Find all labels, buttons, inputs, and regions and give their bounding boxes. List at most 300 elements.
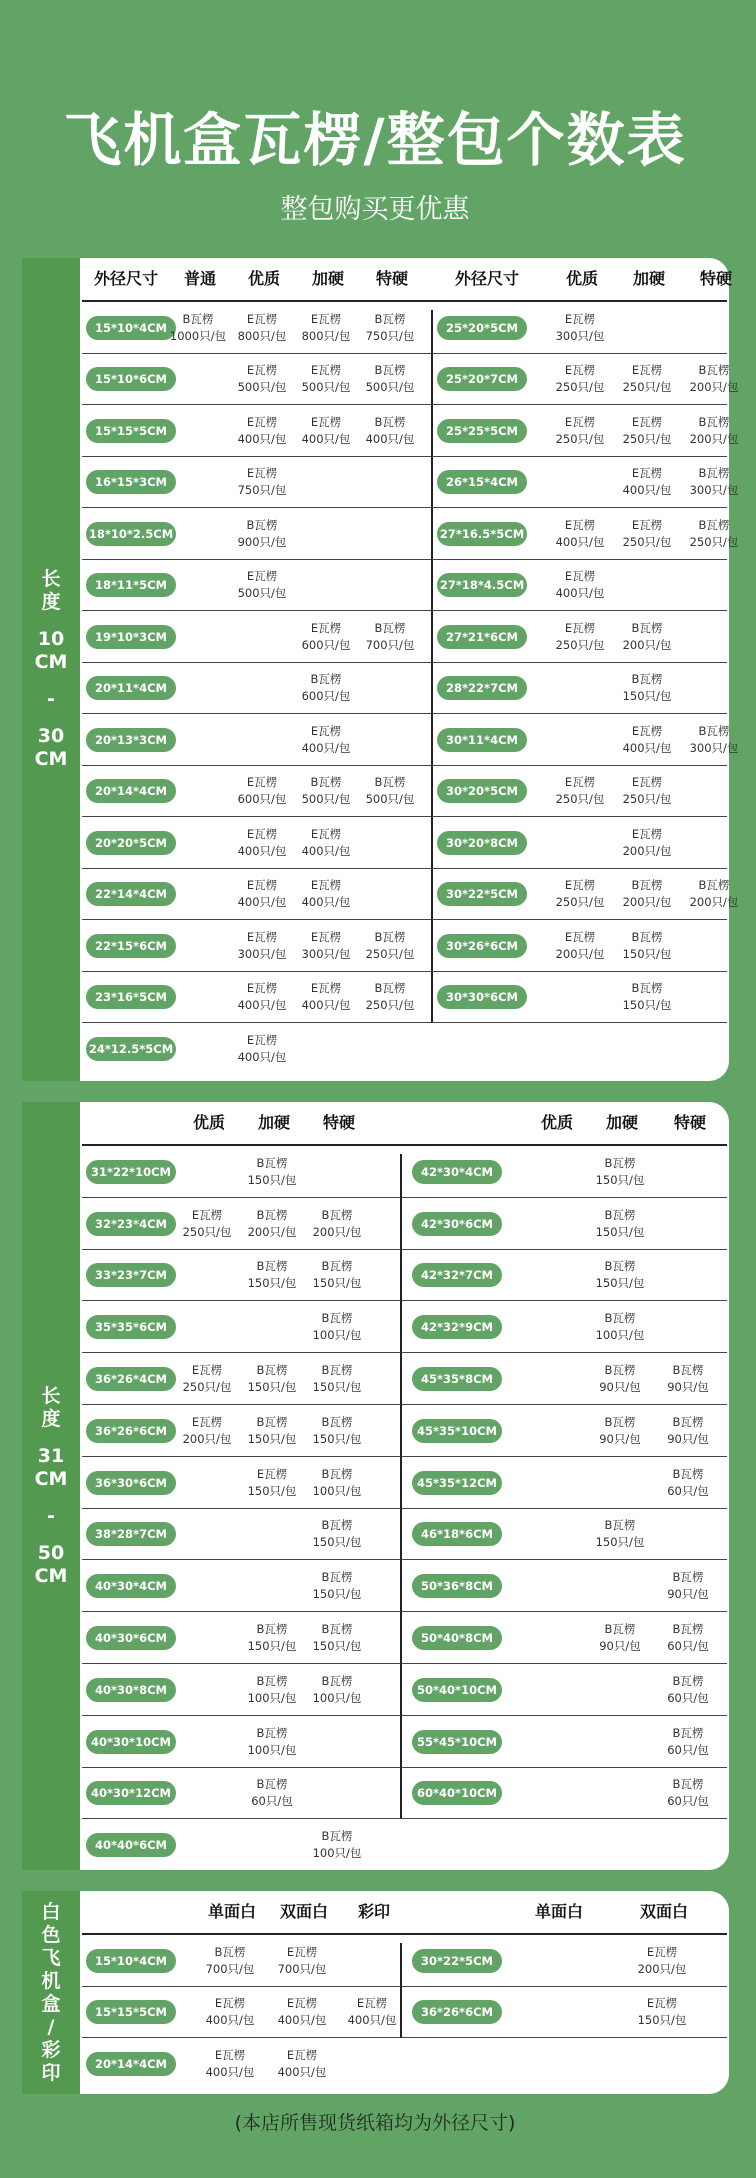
size-badge: 50*40*10CM	[412, 1678, 502, 1702]
flute-type: E瓦楞	[286, 1996, 318, 2011]
quantity-cell	[231, 568, 293, 602]
pack-count: 400只/包	[237, 895, 287, 910]
sidebar-text: 长	[41, 568, 61, 590]
flute-type: E瓦楞	[631, 775, 663, 790]
pack-count: 400只/包	[277, 2064, 327, 2079]
table-row	[82, 869, 431, 921]
quantity-cell	[295, 414, 357, 448]
section-31-50cm	[22, 1102, 729, 1870]
flute-type: B瓦楞	[321, 1518, 353, 1533]
pack-count: 100只/包	[247, 1742, 297, 1757]
flute-type: B瓦楞	[256, 1363, 288, 1378]
quantity-cell	[306, 1362, 368, 1396]
quantity-cell	[231, 362, 293, 396]
size-badge: 15*10*4CM	[86, 1949, 176, 1973]
pack-count: 400只/包	[365, 431, 415, 446]
quantity-cell	[231, 311, 293, 345]
size-badge: 36*30*6CM	[86, 1471, 176, 1495]
pack-count: 250只/包	[555, 637, 605, 652]
size-badge: 35*35*6CM	[86, 1315, 176, 1339]
flute-type: E瓦楞	[310, 363, 342, 378]
column-header: 特硬	[375, 269, 408, 288]
quantity-cell	[306, 1310, 368, 1344]
size-badge: 30*22*5CM	[412, 1949, 502, 1973]
quantity-cell	[616, 362, 678, 396]
quantity-cell	[295, 774, 357, 808]
pack-count: 250只/包	[622, 534, 672, 549]
quantity-cell	[683, 414, 745, 448]
column-header: 优质	[565, 269, 598, 288]
table-row	[432, 354, 739, 406]
pack-count: 250只/包	[365, 998, 415, 1013]
quantity-cell	[295, 723, 357, 757]
flute-type: B瓦楞	[672, 1414, 704, 1429]
quantity-cell	[549, 517, 611, 551]
table-row	[82, 1612, 400, 1664]
table-row	[401, 1987, 727, 2039]
pack-count: 150只/包	[312, 1276, 362, 1291]
flute-type: B瓦楞	[310, 672, 342, 687]
pack-count: 600只/包	[237, 792, 287, 807]
quantity-cell	[231, 517, 293, 551]
sidebar-text: 50	[37, 1541, 65, 1564]
quantity-cell	[657, 1466, 719, 1500]
pack-count: 200只/包	[622, 895, 672, 910]
flute-type: E瓦楞	[564, 363, 596, 378]
flute-type: B瓦楞	[310, 775, 342, 790]
quantity-cell	[359, 980, 421, 1014]
pack-count: 60只/包	[251, 1794, 293, 1809]
flute-type: E瓦楞	[246, 1032, 278, 1047]
pack-count: 150只/包	[312, 1380, 362, 1395]
quantity-cell	[631, 1995, 693, 2029]
section-white-color-print	[22, 1891, 729, 2094]
quantity-cell	[359, 929, 421, 963]
size-badge: 60*40*10CM	[412, 1781, 502, 1805]
flute-type: E瓦楞	[564, 878, 596, 893]
quantity-cell	[341, 1995, 403, 2029]
pack-count: 1000只/包	[169, 328, 227, 343]
quantity-cell	[631, 1944, 693, 1978]
table-row	[82, 1987, 400, 2039]
quantity-cell	[549, 929, 611, 963]
pack-count: 200只/包	[689, 431, 739, 446]
section-10-30cm	[22, 258, 739, 1081]
pack-count: 400只/包	[205, 2064, 255, 2079]
quantity-cell	[295, 826, 357, 860]
flute-type: B瓦楞	[631, 878, 663, 893]
table-row	[401, 1768, 727, 1820]
table-row	[82, 560, 431, 612]
column-header: 普通	[183, 269, 216, 288]
size-badge: 16*15*3CM	[86, 470, 176, 494]
quantity-cell	[359, 774, 421, 808]
pack-count: 250只/包	[555, 380, 605, 395]
table-row	[401, 1353, 727, 1405]
size-badge: 30*20*5CM	[437, 779, 527, 803]
flute-type: B瓦楞	[374, 981, 406, 996]
size-badge: 36*26*6CM	[86, 1419, 176, 1443]
pack-count: 250只/包	[555, 792, 605, 807]
flute-type: E瓦楞	[310, 723, 342, 738]
flute-type: E瓦楞	[246, 878, 278, 893]
pack-count: 300只/包	[301, 946, 351, 961]
quantity-cell	[549, 620, 611, 654]
flute-type: B瓦楞	[256, 1673, 288, 1688]
quantity-cell	[589, 1414, 651, 1448]
pack-count: 400只/包	[301, 431, 351, 446]
flute-type: B瓦楞	[321, 1829, 353, 1844]
pack-count: 200只/包	[312, 1224, 362, 1239]
quantity-cell	[616, 620, 678, 654]
flute-type: B瓦楞	[698, 466, 730, 481]
quantity-cell	[616, 671, 678, 705]
size-badge: 42*32*9CM	[412, 1315, 502, 1339]
flute-type: B瓦楞	[374, 311, 406, 326]
column-header: 优质	[247, 269, 280, 288]
flute-type: E瓦楞	[631, 466, 663, 481]
size-badge: 20*11*4CM	[86, 676, 176, 700]
table-row	[401, 1250, 727, 1302]
table-row	[82, 920, 431, 972]
size-badge: 33*23*7CM	[86, 1263, 176, 1287]
size-badge: 50*36*8CM	[412, 1574, 502, 1598]
table-row	[82, 457, 431, 509]
table-row	[82, 1457, 400, 1509]
quantity-cell	[616, 774, 678, 808]
pack-count: 400只/包	[347, 2013, 397, 2028]
sidebar-text: 机	[41, 1969, 61, 1992]
flute-type: B瓦楞	[256, 1414, 288, 1429]
flute-type: B瓦楞	[321, 1622, 353, 1637]
size-badge: 46*18*6CM	[412, 1522, 502, 1546]
size-badge: 40*40*6CM	[86, 1833, 176, 1857]
sidebar-text: -	[47, 688, 55, 710]
size-badge: 45*35*10CM	[412, 1419, 502, 1443]
quantity-cell	[589, 1310, 651, 1344]
sidebar-text: -	[47, 1504, 55, 1527]
size-badge: 40*30*12CM	[86, 1781, 176, 1805]
table-row	[401, 1509, 727, 1561]
sidebar-text: CM	[34, 1564, 68, 1587]
quantity-cell	[657, 1414, 719, 1448]
quantity-cell	[295, 362, 357, 396]
size-badge: 42*30*6CM	[412, 1212, 502, 1236]
pack-count: 400只/包	[237, 1049, 287, 1064]
flute-type: B瓦楞	[214, 1944, 246, 1959]
flute-type: E瓦楞	[246, 569, 278, 584]
size-badge: 45*35*12CM	[412, 1471, 502, 1495]
flute-type: E瓦楞	[310, 826, 342, 841]
pack-count: 250只/包	[555, 895, 605, 910]
table-row	[432, 766, 727, 818]
quantity-cell	[657, 1362, 719, 1396]
sidebar-text: /	[47, 2015, 55, 2038]
table-row	[82, 1768, 400, 1820]
flute-type: E瓦楞	[646, 1944, 678, 1959]
quantity-cell	[359, 362, 421, 396]
pack-count: 400只/包	[301, 998, 351, 1013]
size-badge: 30*20*8CM	[437, 831, 527, 855]
pack-count: 200只/包	[622, 843, 672, 858]
column-header: 加硬	[257, 1113, 290, 1132]
quantity-cell	[271, 1995, 333, 2029]
pack-count: 90只/包	[667, 1380, 709, 1395]
table-row	[82, 1935, 400, 1987]
flute-type: E瓦楞	[310, 878, 342, 893]
size-badge: 45*35*8CM	[412, 1367, 502, 1391]
size-badge: 25*25*5CM	[437, 419, 527, 443]
pack-count: 60只/包	[667, 1742, 709, 1757]
flute-type: B瓦楞	[672, 1570, 704, 1585]
sidebar-text: 31	[37, 1444, 65, 1467]
flute-type: B瓦楞	[256, 1259, 288, 1274]
quantity-cell	[231, 1032, 293, 1066]
table-row	[432, 920, 727, 972]
flute-type: B瓦楞	[321, 1259, 353, 1274]
sidebar-text: 度	[41, 591, 61, 613]
quantity-cell	[241, 1258, 303, 1292]
size-badge: 30*30*6CM	[437, 985, 527, 1009]
size-badge: 20*13*3CM	[86, 728, 176, 752]
quantity-cell	[589, 1155, 651, 1189]
quantity-cell	[589, 1258, 651, 1292]
pack-count: 700只/包	[205, 1961, 255, 1976]
flute-type: E瓦楞	[310, 311, 342, 326]
pack-count: 90只/包	[599, 1431, 641, 1446]
pack-count: 150只/包	[312, 1639, 362, 1654]
pack-count: 150只/包	[247, 1172, 297, 1187]
pack-count: 150只/包	[247, 1276, 297, 1291]
quantity-cell	[589, 1362, 651, 1396]
table-row	[432, 972, 727, 1024]
size-table	[80, 1891, 729, 2094]
pack-count: 150只/包	[595, 1172, 645, 1187]
quantity-cell	[616, 723, 678, 757]
quantity-cell	[167, 311, 229, 345]
quantity-cell	[271, 2047, 333, 2081]
quantity-cell	[589, 1621, 651, 1655]
quantity-cell	[616, 414, 678, 448]
pack-count: 200只/包	[247, 1224, 297, 1239]
flute-type: B瓦楞	[604, 1311, 636, 1326]
flute-type: B瓦楞	[256, 1155, 288, 1170]
table-row	[432, 508, 739, 560]
flute-type: B瓦楞	[698, 414, 730, 429]
table-row	[82, 1664, 400, 1716]
column-header: 彩印	[357, 1902, 390, 1921]
table-row	[432, 869, 739, 921]
column-header: 特硬	[699, 269, 732, 288]
table-row	[432, 663, 727, 715]
flute-type: B瓦楞	[672, 1673, 704, 1688]
size-badge: 50*40*8CM	[412, 1626, 502, 1650]
flute-type: B瓦楞	[631, 620, 663, 635]
column-header: 优质	[540, 1113, 573, 1132]
pack-count: 150只/包	[595, 1224, 645, 1239]
table-row	[432, 611, 727, 663]
pack-count: 400只/包	[622, 483, 672, 498]
pack-count: 150只/包	[247, 1483, 297, 1498]
size-badge: 24*12.5*5CM	[86, 1037, 176, 1061]
quantity-cell	[199, 2047, 261, 2081]
size-badge: 22*15*6CM	[86, 934, 176, 958]
pack-count: 500只/包	[237, 380, 287, 395]
table-row	[82, 1353, 400, 1405]
table-row	[401, 1198, 727, 1250]
pack-count: 100只/包	[312, 1328, 362, 1343]
quantity-cell	[683, 465, 745, 499]
pack-count: 150只/包	[622, 998, 672, 1013]
sidebar-text: 色	[41, 1923, 61, 1946]
pack-count: 150只/包	[637, 2013, 687, 2028]
pack-count: 400只/包	[237, 998, 287, 1013]
pack-count: 300只/包	[689, 740, 739, 755]
flute-type: B瓦楞	[374, 775, 406, 790]
size-badge: 19*10*3CM	[86, 625, 176, 649]
size-badge: 40*30*8CM	[86, 1678, 176, 1702]
section-sidebar	[22, 1891, 80, 2094]
size-badge: 22*14*4CM	[86, 882, 176, 906]
quantity-cell	[295, 877, 357, 911]
quantity-cell	[295, 929, 357, 963]
table-row	[82, 302, 431, 354]
table-row	[82, 354, 431, 406]
quantity-cell	[306, 1207, 368, 1241]
size-badge: 40*30*10CM	[86, 1730, 176, 1754]
flute-type: E瓦楞	[246, 826, 278, 841]
quantity-cell	[176, 1362, 238, 1396]
quantity-cell	[657, 1673, 719, 1707]
flute-type: E瓦楞	[246, 929, 278, 944]
section-sidebar	[22, 1102, 80, 1870]
size-badge: 26*15*4CM	[437, 470, 527, 494]
pack-count: 700只/包	[365, 637, 415, 652]
flute-type: B瓦楞	[182, 311, 214, 326]
size-badge: 27*16.5*5CM	[437, 522, 527, 546]
sidebar-text: 30	[37, 725, 65, 747]
table-row	[432, 560, 727, 612]
size-badge: 20*20*5CM	[86, 831, 176, 855]
pack-count: 200只/包	[555, 946, 605, 961]
table-header	[82, 258, 732, 302]
pack-count: 90只/包	[599, 1639, 641, 1654]
sidebar-text: 飞	[41, 1946, 61, 1969]
flute-type: E瓦楞	[631, 414, 663, 429]
quantity-cell	[306, 1569, 368, 1603]
sidebar-text: 10	[37, 628, 65, 650]
flute-type: B瓦楞	[374, 929, 406, 944]
pack-count: 300只/包	[689, 483, 739, 498]
flute-type: E瓦楞	[564, 569, 596, 584]
size-badge: 27*18*4.5CM	[437, 573, 527, 597]
size-table	[80, 1102, 729, 1870]
table-row	[82, 1819, 400, 1871]
quantity-cell	[271, 1944, 333, 1978]
pack-count: 200只/包	[689, 895, 739, 910]
column-header: 加硬	[311, 269, 344, 288]
flute-type: B瓦楞	[672, 1725, 704, 1740]
pack-count: 800只/包	[301, 328, 351, 343]
pack-count: 700只/包	[277, 1961, 327, 1976]
table-row	[82, 1301, 400, 1353]
flute-type: E瓦楞	[191, 1414, 223, 1429]
flute-type: B瓦楞	[246, 517, 278, 532]
quantity-cell	[549, 311, 611, 345]
pack-count: 400只/包	[237, 431, 287, 446]
flute-type: E瓦楞	[286, 2047, 318, 2062]
flute-type: E瓦楞	[246, 363, 278, 378]
flute-type: B瓦楞	[321, 1363, 353, 1378]
column-header: 特硬	[322, 1113, 355, 1132]
flute-type: E瓦楞	[246, 775, 278, 790]
pack-count: 250只/包	[622, 380, 672, 395]
pack-count: 400只/包	[555, 586, 605, 601]
size-badge: 23*16*5CM	[86, 985, 176, 1009]
pack-count: 90只/包	[667, 1431, 709, 1446]
size-badge: 15*10*4CM	[86, 316, 176, 340]
quantity-cell	[231, 929, 293, 963]
table-row	[401, 1935, 727, 1987]
table-row	[401, 1146, 727, 1198]
table-row	[82, 766, 431, 818]
column-header: 双面白	[639, 1902, 688, 1921]
pack-count: 150只/包	[595, 1535, 645, 1550]
flute-type: B瓦楞	[698, 517, 730, 532]
quantity-cell	[306, 1621, 368, 1655]
flute-type: E瓦楞	[214, 1996, 246, 2011]
quantity-cell	[657, 1776, 719, 1810]
size-badge: 28*22*7CM	[437, 676, 527, 700]
quantity-cell	[683, 362, 745, 396]
sidebar-text: 长	[41, 1384, 61, 1407]
page-title: 飞机盒瓦楞/整包个数表	[63, 106, 687, 174]
pack-count: 400只/包	[301, 740, 351, 755]
pack-count: 500只/包	[301, 380, 351, 395]
flute-type: B瓦楞	[698, 878, 730, 893]
pack-count: 400只/包	[237, 843, 287, 858]
quantity-cell	[241, 1362, 303, 1396]
pack-count: 200只/包	[689, 380, 739, 395]
sidebar-text: 印	[41, 2061, 61, 2084]
size-badge: 42*30*4CM	[412, 1160, 502, 1184]
size-badge: 30*22*5CM	[437, 882, 527, 906]
pack-count: 100只/包	[595, 1328, 645, 1343]
table-header	[82, 1102, 727, 1146]
size-badge: 18*10*2.5CM	[86, 522, 176, 546]
pack-count: 150只/包	[247, 1431, 297, 1446]
table-row	[401, 1612, 727, 1664]
pack-count: 150只/包	[312, 1535, 362, 1550]
pack-count: 400只/包	[301, 895, 351, 910]
table-row	[82, 508, 431, 560]
quantity-cell	[295, 620, 357, 654]
quantity-cell	[616, 826, 678, 860]
quantity-cell	[616, 929, 678, 963]
footer-note: (本店所售现货纸箱均为外径尺寸)	[234, 2112, 516, 2134]
flute-type: E瓦楞	[564, 311, 596, 326]
size-badge: 40*30*4CM	[86, 1574, 176, 1598]
page-subtitle: 整包购买更优惠	[280, 194, 470, 225]
pack-count: 100只/包	[312, 1846, 362, 1861]
pack-count: 600只/包	[301, 689, 351, 704]
quantity-cell	[616, 980, 678, 1014]
quantity-cell	[306, 1466, 368, 1500]
table-row	[401, 1560, 727, 1612]
quantity-cell	[589, 1517, 651, 1551]
pack-count: 500只/包	[301, 792, 351, 807]
flute-type: B瓦楞	[374, 620, 406, 635]
